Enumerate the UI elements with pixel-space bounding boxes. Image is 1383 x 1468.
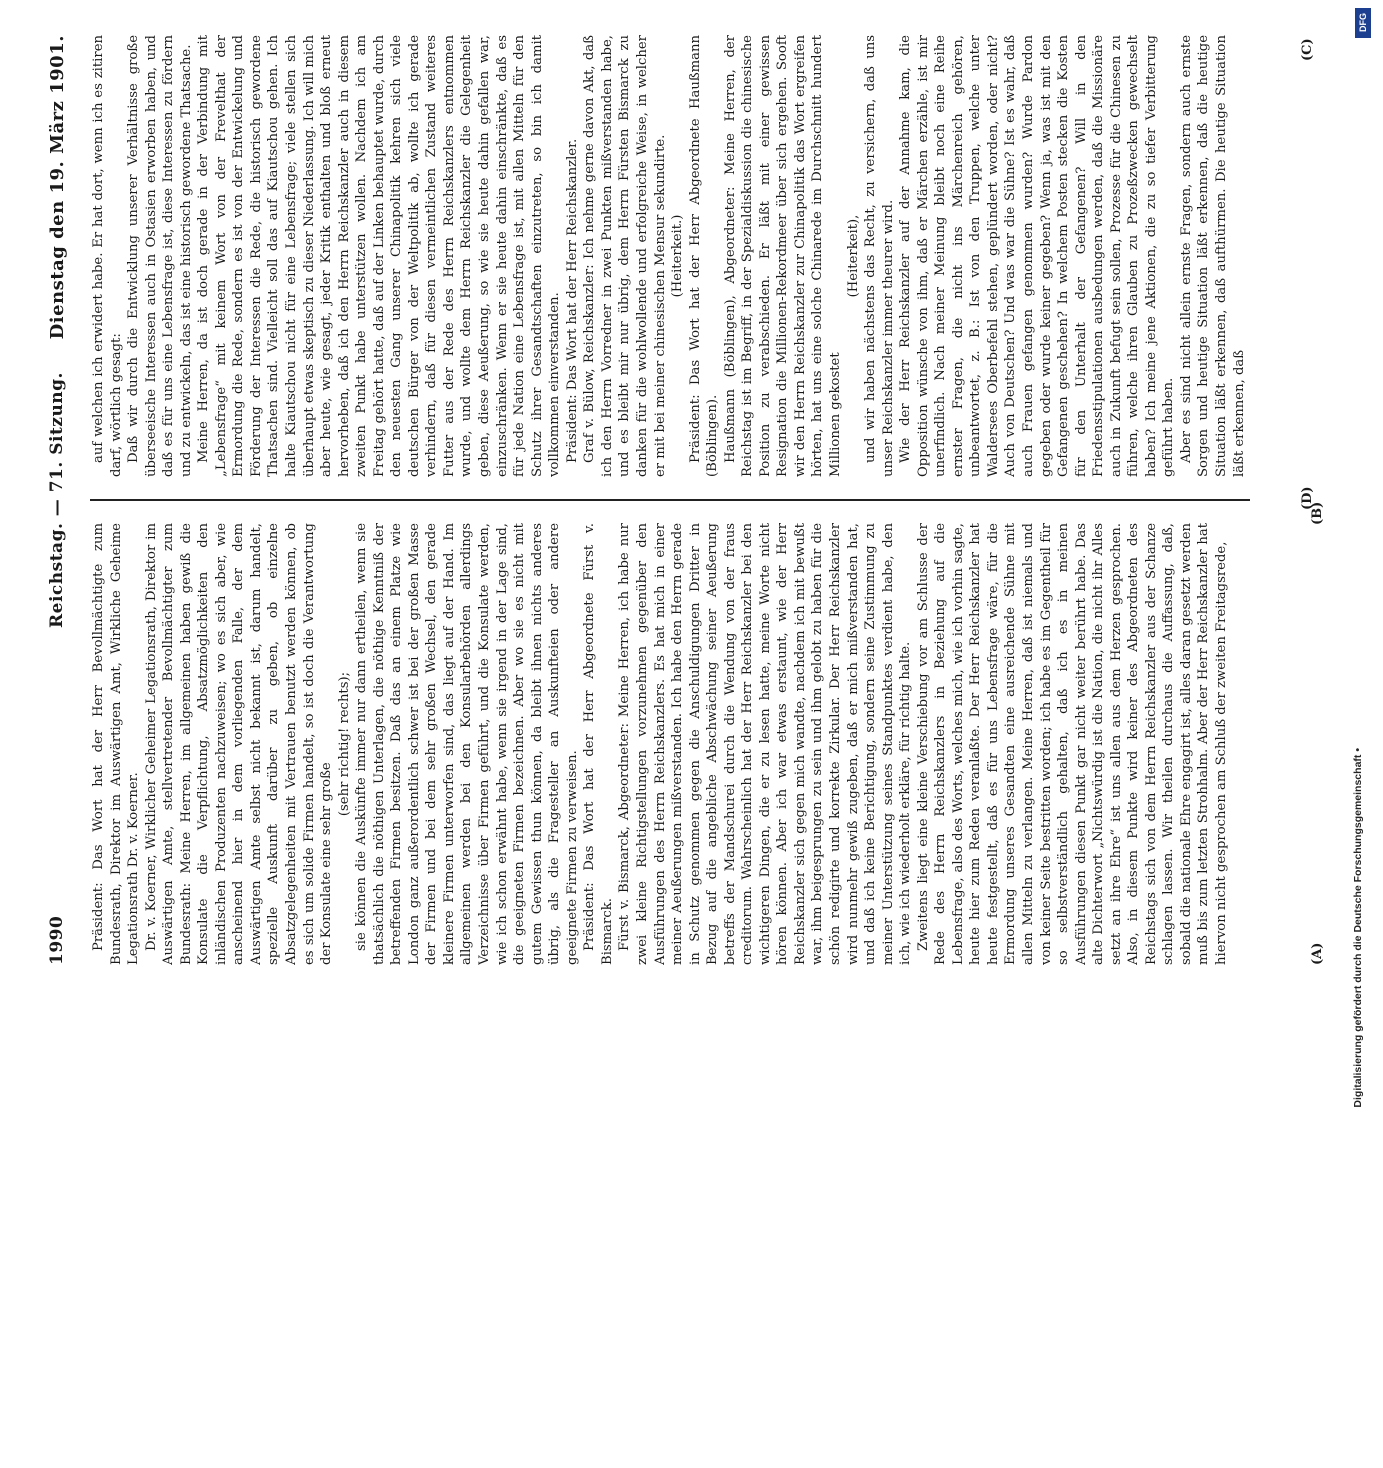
digitization-credit [1352,8,1378,1108]
margin-marker-c: (C) [1300,38,1315,61]
left-column [90,523,1250,965]
interjection: (sehr richtig! rechts); [336,671,352,817]
margin-marker-d: (D) [1300,486,1315,510]
paragraph: Haußmann (Böblingen), Abgeordneter: Meine Herren, der Reichstag ist im Begriff, in der Spezialdiskussion die chinesische Position zu verabschieden. Er läßt mit einer gewissen Resignation die Millionen-Rekordmeer über sich ergehen. Sooft wir den Herrn Reichskanzler zur Chinapolitik das Wort ergreifen hörten, hat uns eine solche Chinarede im Durchschnitt hundert Millionen gekostet [722,35,843,477]
dfg-logo: DFG [1355,8,1371,38]
paragraph: Dr. v. Koerner, Wirklicher Geheimer Legationsrath, Direktor im Auswärtigen Amte, stellvertretender Bevollmächtigter zum Bundesrath: Meine Herren, im allgemeinen haben gewiß die Konsulate die Verpflichtung, Absatzmöglichkeiten den inländischen Produzenten nachzuweisen; wo es sich aber, wie anscheinend hier in dem vorliegenden Falle, der dem Auswärtigen Amte selbst nicht bekannt ist, darum handelt, spezielle Auskunft darüber zu geben, ob einzelne Absatzgelegenheiten mit Vertrauen benutzt werden können, ob es sich um solide Firmen handelt, so ist doch die Verantwortung der Konsulate eine sehr große [143,523,335,965]
running-head [40,35,74,965]
paragraph: Präsident: Das Wort hat der Herr Bevollmächtigte zum Bundesrath, Direktor im Auswärtigen Amt, Wirkliche Geheime Legationsrath Dr. v. Koerner. [91,523,142,965]
paragraph: Präsident: Das Wort hat der Herr Abgeordnete Haußmann (Böblingen). [687,35,721,477]
page-number: 1990 [47,915,67,965]
publication-title: Reichstag. — 71. Sitzung. [47,372,67,628]
right-column [90,35,1250,477]
quotation: Daß wir durch die Entwicklung unserer Verhältnisse große überseeische Interessen auch in Ostasien erworben haben, und daß es für uns eine Lebensfrage ist, diese Interessen zu fördern und zu entwickeln, das ist eine historisch gewordene Thatsache. [126,35,194,477]
paragraph: Fürst v. Bismarck, Abgeordneter: Meine Herren, ich habe nur zwei kleine Richtigstellungen vorzunehmen gegenüber den Ausführungen des Herrn Reichskanzlers. Es hat mich in einer meiner Aeußerungen mißverstanden. Ich habe den Herrn gerade in Schutz genommen gegen die Anschuldigungen Dritter in Bezug auf die angebliche Abschwächung seiner Aeußerung betreffs der Mandschurei durch die Wendung von der fraus creditorum. Wahrscheinlich hat der Herr Reichskanzler bei den wichtigeren Dingen, die er zu lesen hatte, meine Worte nicht hören können. Aber ich war etwas erstaunt, wie der Herr Reichskanzler sich gegen mich wandte, nachdem ich mit bewußt war, ihm beigesprungen zu sein und ihm gelobt zu haben für die schön redigirte und korrekte Zirkular. Der Herr Reichskanzler wird nunmehr gewiß zugeben, daß er mich mißverstanden hat, und daß ich keine Berichtigung, sondern seine Zustimmung zu meiner Unterstützung seines Standpunktes verdient habe, den ich, wie ich wiederholt erkläre, für richtig halte. [617,523,914,965]
interjection: (Heiterkeit), [845,214,861,298]
column-divider [90,499,1250,501]
paragraph: Graf v. Bülow, Reichskanzler: Ich nehme gerne davon Akt, daß ich den Herrn Vorredner in zwei Punkten mißverstanden habe, und es bleibt mir nur übrig, dem Herrn Fürsten Bismarck zu danken für die wohlwollende und erfolgreiche Weise, in welcher er mit bei meiner chinesischen Mensur sekundirte. [582,35,668,477]
paragraph: Präsident: Das Wort hat der Herr Reichskanzler. [564,138,580,463]
paragraph: Präsident: Das Wort hat der Herr Abgeordnete Fürst v. Bismarck. [582,523,615,965]
margin-marker-b: (B) [1310,501,1325,525]
paragraph: und wir haben nächstens das Recht, zu versichern, daß uns unser Reichskanzler immer theurer wird. [863,35,896,477]
session-date: Dienstag den 19. März 1901. [46,35,68,340]
paragraph: Zweitens liegt eine kleine Verschiebung vor am Schlusse der Rede des Herrn Reichskanzlers in Beziehung auf die Lebensfrage, also des Worts, welches mich, wie ich vorhin sagte, heute hier zum Reden veranlaßte. Der Herr Reichskanzler hat heute festgestellt, daß es für uns Lebensfrage wäre, für die Ermordung unseres Gesandten eine ausreichende Sühne mit allen Mitteln zu verlangen. Meine Herren, daß ist niemals und von keiner Seite bestritten worden; ich habe es im Gegentheil für so selbstverständlich gehalten, daß ich es in meinen Ausführungen diesen Punkt gar nicht weiter berührt habe. Das alte Dichterwort „Nichtswürdig ist die Nation, die nicht ihr Alles setzt an ihre Ehre“ ist uns allen aus dem Herzen gesprochen. Also, in diesem Punkte wird keiner des Abgeordneten des Reichstags sich von dem Herrn Reichskanzler aus der Schanze schlagen lassen. Wir theilen durchaus die Auffassung, daß, sobald die nationale Ehre engagirt ist, alles daran gesetzt werden muß bis zum letzten Strohhalm. Aber der Herr Reichskanzler hat hiervon nicht gesprochen am Schluß der zweiten Freitagsrede, [915,523,1229,965]
paragraph: Meine Herren, da ist doch gerade in der Verbindung mit „Lebensfrage“ mit keinem Wort von der Frevelthat der Ermordung die Rede, sondern es ist von der Entwickelung und Förderung der Interessen die Rede, die historisch gewordene Thatsachen sind. Vielleicht soll das auf Kiautschou gehen. Ich halte Kiautschou nicht für eine Lebensfrage; viele stellen sich überhaupt etwas skeptisch zu dieser Niederlassung. Ich will mich aber heute, wie gesagt, jeder Kritik enthalten und bloß erneut hervorheben, daß ich den Herrn Reichskanzler auch in diesem zweiten Punkt habe unterstützen wollen. Nachdem ich am Freitag gehört hatte, daß auf der Linken behauptet wurde, durch den neuesten Gang unserer Chinapolitik kehren sich viele deutschen Bürger von der Weltpolitik ab, wollte ich gerade verhindern, daß für diesen vermeintlichen Zustand weiteres Futter aus der Rede des Herrn Reichskanzlers entnommen wurde, und wollte dem Herrn Reichskanzler die Gelegenheit geben, diese Aeußerung, so wie sie heute dahin gefallen war, einzuschränken. Wenn er sie heute dahin einschränkte, daß es für jede Nation eine Lebensfrage ist, mit allen Mitteln für den Schutz ihrer Gesandtschaften einzutreten, so bin ich damit vollkommen einverstanden. [196,35,563,477]
paragraph: sie können die Auskünfte immer nur dann ertheilen, wenn sie thatsächlich die nöthigen Unterlagen, die nöthige Kenntniß der betreffenden Firmen besitzen. Daß das an einem Platze wie London ganz außerordentlich schwer ist bei der großen Masse der Firmen und bei dem sehr großen Wechsel, den gerade kleinere Firmen unterworfen sind, das liegt auf der Hand. Im allgemeinen werden bei den Konsularbehörden allerdings Verzeichnisse über Firmen geführt, und die Konsulate werden, wie ich schon erwähnt habe, wenn sie irgend in der Lage sind, die geeigneten Firmen bezeichnen. Aber wo sie es nicht mit gutem Gewissen thun können, da bleibt ihnen nichts anderes übrig, als die Fragesteller an Auskunfteien oder andere geeignete Firmen zu verweisen. [354,523,580,965]
paragraph: Wie der Herr Reichskanzler auf der Annahme kam, die Opposition wünsche von ihm, daß er Märchen erzähle, ist mir unerfindlich. Nach meiner Meinung bleibt noch eine Reihe ernster Fragen, die nicht ins Märchenreich gehören, unbeantwortet, z. B.: Ist von den Truppen, welche unter Waldersees Oberbefehl stehen, geplündert worden, oder nicht? Auch von Deutschen? Und was war die Sühne? Ist es wahr, daß auch Frauen gefangen genommen wurden? Wurde Pardon gegeben oder wurde keiner gegeben? Wenn ja, was ist mit den Gefangenen geschehen? In welchem Posten stecken die Kosten für den Unterhalt der Gefangenen? Will in den Friedensstipulationen ausbedungen werden, daß die Missionäre auch in Zukunft befugt sein sollen, Prozesse für die Chinesen zu führen, welche ihren Glauben zu Prozeßzwecken gewechselt haben? Ich meine jene Aktionen, die zu so tiefer Verbitterung geführt haben. [898,35,1177,477]
margin-marker-a: (A) [1310,942,1325,965]
paragraph: auf welchen ich erwidert habe. Er hat dort, wenn ich es zitiren darf, wörtlich gesagt: [91,35,124,477]
text-columns [90,35,1250,965]
interjection: (Heiterkeit.) [670,214,686,298]
credit-text: Digitalisierung gefördert durch die Deutsche Forschungsgemeinschaft • [1352,748,1364,1108]
rotated-page [40,35,1340,965]
paragraph: Aber es sind nicht allein ernste Fragen, sondern auch ernste Sorgen und heutige Situation läßt erkennen, daß die heutige Situation läßt erkennen, daß aufthürmen. Die heutige Situation läßt erkennen, daß [1178,35,1247,477]
